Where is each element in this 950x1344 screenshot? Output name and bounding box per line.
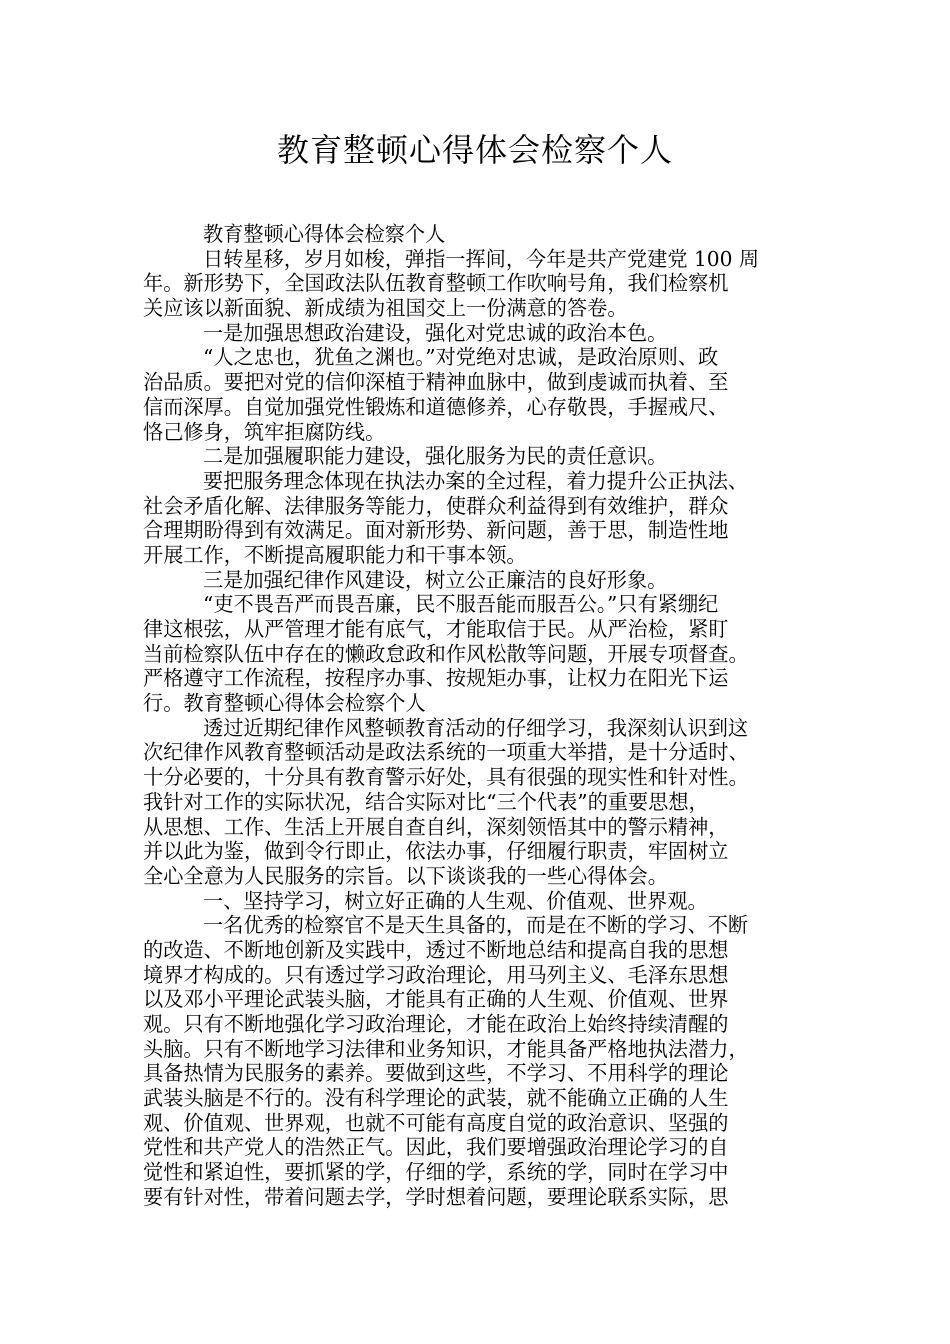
text-line: 一是加强思想政治建设，强化对党忠诚的政治本色。	[203, 320, 668, 345]
text-line: 律这根弦，从严管理才能有底气，才能取信于民。从严治检，紧盯	[143, 617, 729, 641]
text-line: 以及邓小平理论武装头脑，才能具有正确的人生观、价值观、世界	[143, 987, 729, 1012]
text-line: 境界才构成的。只有透过学习政治理论，用马列主义、毛泽东思想	[143, 962, 729, 987]
text-line: 的改造、不断地创新及实践中，透过不断地总结和提高自我的思想	[143, 937, 729, 962]
text-line: 从思想、工作、生活上开展自查自纠，深刻领悟其中的警示精神，	[143, 814, 729, 839]
text-line: “吏不畏吾严而畏吾廉，民不服吾能而服吾公。”只有紧绷纪	[203, 592, 719, 617]
text-line: 观、价值观、世界观，也就不可能有高度自觉的政治意识、坚强的	[143, 1110, 729, 1135]
text-line: 合理期盼得到有效满足。面对新形势、新问题，善于思，制造性地	[143, 518, 729, 543]
text-line: 关应该以新面貌、新成绩为祖国交上一份满意的答卷。	[143, 296, 628, 321]
text-line: 全心全意为人民服务的宗旨。以下谈谈我的一些心得体会。	[143, 863, 668, 888]
text-line: 社会矛盾化解、法律服务等能力，使群众利益得到有效维护，群众	[143, 493, 729, 518]
text-line: 一名优秀的检察官不是天生具备的，而是在不断的学习、不断	[203, 913, 749, 938]
text-line: 头脑。只有不断地学习法律和业务知识，才能具备严格地执法潜力，	[143, 1036, 749, 1061]
text-line: 具备热情为民服务的素养。要做到这些，不学习、不用科学的理论	[143, 1061, 729, 1086]
text-line: 教育整顿心得体会检察个人	[203, 222, 446, 246]
text-line: 日转星移，岁月如梭，弹指一挥间，今年是共产党建党 100 周	[203, 246, 760, 271]
text-line: 二是加强履职能力建设，强化服务为民的责任意识。	[203, 444, 668, 469]
text-line: “人之忠也，犹鱼之渊也。”对党绝对忠诚，是政治原则、政	[203, 345, 719, 370]
text-line: 三是加强纪律作风建设，树立公正廉洁的良好形象。	[203, 567, 668, 592]
document-body	[143, 222, 809, 1210]
text-line: 年。新形势下，全国政法队伍教育整顿工作吹响号角，我们检察机	[143, 271, 729, 296]
text-line: 并以此为鉴，做到令行即止，依法办事，仔细履行职责，牢固树立	[143, 839, 729, 864]
text-line: 治品质。要把对党的信仰深植于精神血脉中，做到虔诚而执着、至	[143, 370, 729, 395]
text-line: 要有针对性，带着问题去学，学时想着问题，要理论联系实际，思	[143, 1184, 729, 1209]
text-line: 开展工作，不断提高履职能力和干事本领。	[143, 542, 527, 567]
text-line: 觉性和紧迫性，要抓紧的学，仔细的学，系统的学，同时在学习中	[143, 1160, 729, 1185]
text-line: 恪己修身，筑牢拒腐防线。	[143, 419, 386, 444]
text-line: 行。教育整顿心得体会检察个人	[143, 691, 426, 716]
text-line: 当前检察队伍中存在的懒政怠政和作风松散等问题，开展专项督查。	[143, 641, 749, 666]
text-line: 次纪律作风教育整顿活动是政法系统的一项重大举措，是十分适时、	[143, 740, 749, 765]
text-line: 十分必要的，十分具有教育警示好处，具有很强的现实性和针对性。	[143, 765, 749, 790]
text-line: 武装头脑是不行的。没有科学理论的武装，就不能确立正确的人生	[143, 1086, 729, 1111]
text-line: 信而深厚。自觉加强党性锻炼和道德修养，心存敬畏，手握戒尺、	[143, 394, 729, 419]
text-line: 我针对工作的实际状况，结合实际对比“三个代表”的重要思想，	[143, 789, 709, 814]
text-line: 党性和共产党人的浩然正气。因此，我们要增强政治理论学习的自	[143, 1135, 729, 1160]
text-line: 透过近期纪律作风整顿教育活动的仔细学习，我深刻认识到这	[203, 715, 749, 740]
text-line: 一、坚持学习，树立好正确的人生观、价值观、世界观。	[203, 888, 708, 913]
document-title: 教育整顿心得体会检察个人	[276, 131, 673, 169]
text-line: 要把服务理念体现在执法办案的全过程，着力提升公正执法、	[203, 468, 749, 493]
text-line: 严格遵守工作流程，按程序办事、按规矩办事，让权力在阳光下运	[143, 666, 729, 691]
text-line: 观。只有不断地强化学习政治理论，才能在政治上始终持续清醒的	[143, 1012, 729, 1036]
